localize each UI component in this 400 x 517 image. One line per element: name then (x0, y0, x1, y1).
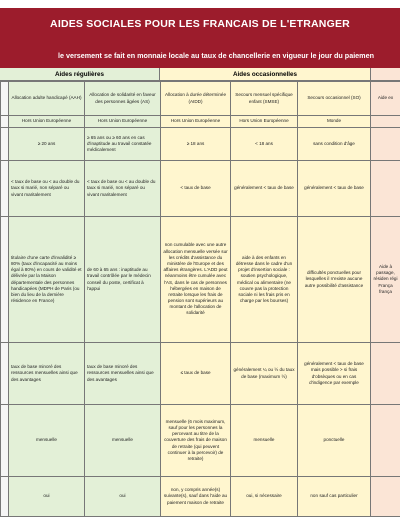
row-label-cell (1, 477, 9, 517)
table-cell: Secours mensuel spécifique enfant (SMSE) (231, 82, 298, 116)
table-cell: généralement < taux de base (231, 161, 298, 217)
table-cell (371, 128, 400, 161)
table-cell: mensuelle (6 mois maximum, sauf pour les personnes la percevant au titre de la couverture des frais de maison de retraite (qui peuvent continuer à la percevoir) de retraite) (161, 405, 231, 477)
table-cell: ponctuelle (298, 405, 371, 477)
table-cell: ≥ 65 ans ou ≥ 60 ans en cas d'inaptitude au travail constatée médicalement (85, 128, 161, 161)
table-cell: taux de base minoré des ressources mensuelles ainsi que des avantages (85, 343, 161, 405)
group-header-regular: Aides régulières (0, 68, 160, 81)
table-row (1, 161, 400, 217)
table-cell: non, y compris année(s) suivante(s), sauf dans l'aide au paiement maison de retraite (161, 477, 231, 517)
row-label-cell (1, 161, 9, 217)
table-row (1, 217, 400, 343)
table-cell (371, 116, 400, 128)
table-row (1, 82, 400, 116)
group-header-occasional: Aides occasionnelles (160, 68, 370, 81)
table-row (1, 343, 400, 405)
row-label-cell (1, 82, 9, 116)
table-cell: sans condition d'âge (298, 128, 371, 161)
table-row (1, 405, 400, 477)
table-cell: Allocation de solidarité en faveur des personnes âgées (AS) (85, 82, 161, 116)
aid-comparison-table (0, 81, 400, 517)
table-cell: difficultés ponctuelles pour lesquelles il n'existe aucune autre possibilité d'assistance (298, 217, 371, 343)
table-cell: généralement < taux de base (298, 161, 371, 217)
table-cell: titulaire d'une carte d'invalidité ≥ 80% (taux d'incapacité au moins égal à 80%) en cours de validité et délivrée par la Maison départementale des personnes handicapées (MDPH de Paris (ou bien du lieu de la dernière résidence en France) (9, 217, 85, 343)
table-cell: de 60 à 65 ans : inaptitude au travail contrôlée par le médecin conseil du poste, certificat à l'appui (85, 217, 161, 343)
table-cell: non cumulable avec une autre allocation mensuelle versée sur les crédits d'assistance du ministère de l'Europe et des affaires étrangères. L'ADD peut néanmoins être cumulée avec l'AS, dans le cas de personnes hébergées en maison de retraite lorsque les frais de pension sont supérieurs au montant de l'allocation de solidarité (161, 217, 231, 343)
table-cell: taux de base minoré des ressources mensuelles ainsi que des avantages (9, 343, 85, 405)
table-cell: mensuelle (85, 405, 161, 477)
table-cell: < 18 ans (231, 128, 298, 161)
table-cell: Hors Union Européenne (9, 116, 85, 128)
table-cell (371, 405, 400, 477)
table-cell: < taux de base ou < au double du taux si marié, non séparé ou vivant maritalement (9, 161, 85, 217)
table-cell: généralement ¼ ou ½ du taux de base (maximum ½) (231, 343, 298, 405)
row-label-cell (1, 405, 9, 477)
top-strip (0, 0, 400, 8)
table-cell: Hors Union Européenne (85, 116, 161, 128)
page-title: AIDES SOCIALES POUR LES FRANCAIS DE L'ETRANGER (0, 18, 400, 30)
table-cell: mensuelle (231, 405, 298, 477)
table-cell: Monde (298, 116, 371, 128)
row-label-cell (1, 116, 9, 128)
table-cell: ≥ 20 ans (9, 128, 85, 161)
table-cell: mensuelle (9, 405, 85, 477)
page-subtitle: le versement se fait en monnaie locale au taux de chancellerie en vigueur le jour du paiemen (58, 51, 374, 60)
table-cell (371, 477, 400, 517)
table-cell: oui (85, 477, 161, 517)
title-banner (0, 8, 400, 68)
table-row (1, 477, 400, 517)
table-row (1, 128, 400, 161)
table-row (1, 116, 400, 128)
table-cell: < taux de base ou < au double du taux si marié, non séparé ou vivant maritalement (85, 161, 161, 217)
table-cell: < taux de base (161, 161, 231, 217)
table-cell: Allocation à durée déterminée (AIDD) (161, 82, 231, 116)
table-cell: Aide à passage, résiden régi França frança (371, 217, 400, 343)
table-cell: Aide ex (371, 82, 400, 116)
table-cell: généralement < taux de base mais possible > si frais d'obsèques ou en cas d'indigence par exemple (298, 343, 371, 405)
table-cell: oui (9, 477, 85, 517)
table-cell: Hors Union Européenne (231, 116, 298, 128)
row-label-cell (1, 217, 9, 343)
table-cell: aide à des enfants en détresse dans le cadre d'un projet d'insertion sociale : soutien psychologique, médical ou alimentaire (ne couvre pas la protection sociale ni les frais pris en charge par les bourses) (231, 217, 298, 343)
table-cell: Allocation adulte handicapé (AAH) (9, 82, 85, 116)
table-cell: ≤ taux de base (161, 343, 231, 405)
table-cell: Secours occasionnel (SO) (298, 82, 371, 116)
table-cell: Hors Union Européenne (161, 116, 231, 128)
group-header-exceptional (370, 68, 400, 81)
table-cell: oui, si nécessaire (231, 477, 298, 517)
row-label-cell (1, 343, 9, 405)
table-cell: ≥ 18 ans (161, 128, 231, 161)
table-cell (371, 161, 400, 217)
row-label-cell (1, 128, 9, 161)
table-cell: non sauf cas particulier (298, 477, 371, 517)
table-cell (371, 343, 400, 405)
